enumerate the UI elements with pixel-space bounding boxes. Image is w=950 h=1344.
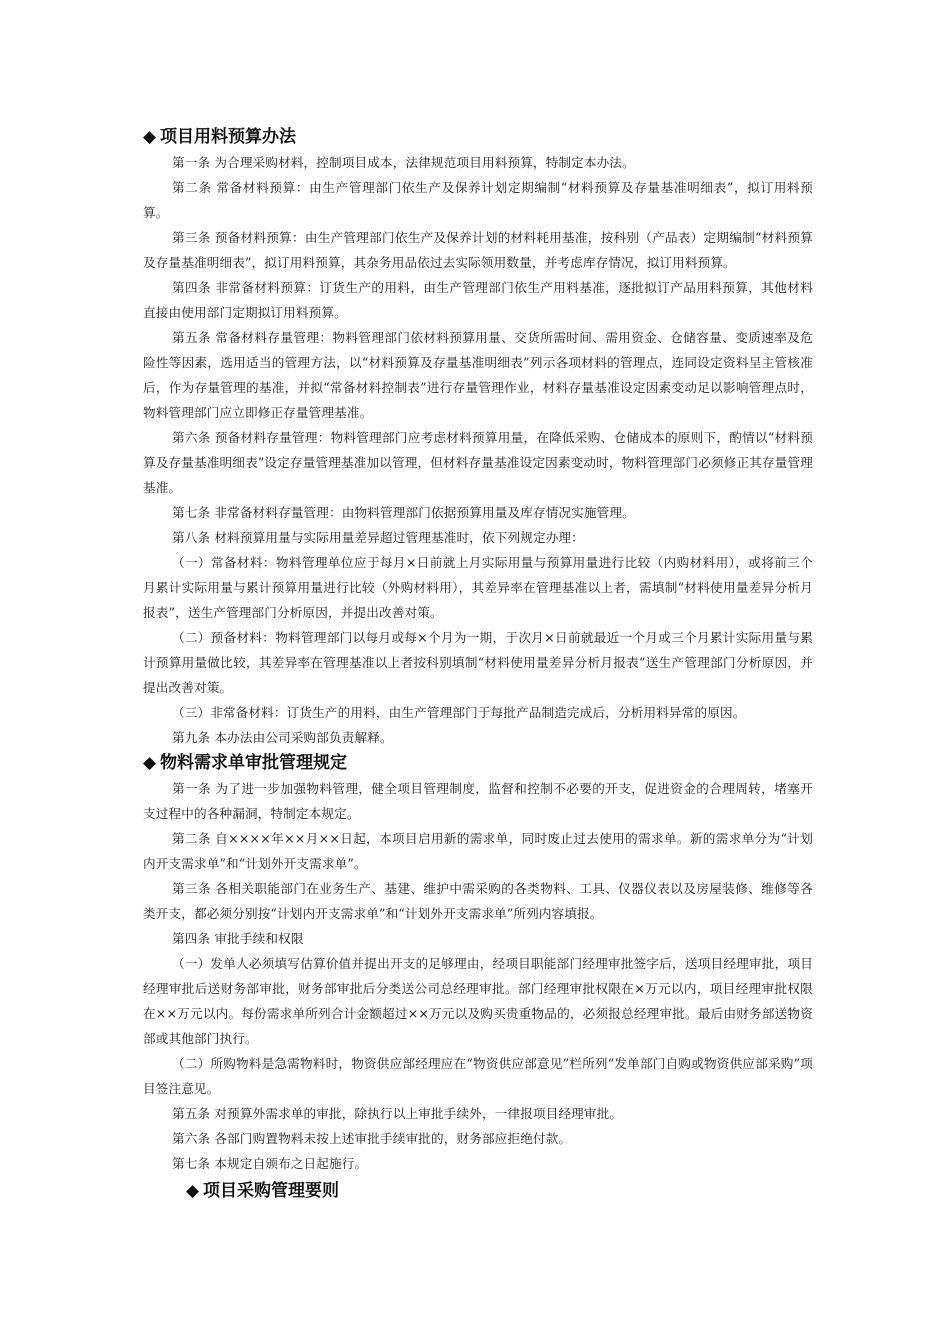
paragraph: 第一条 为了进一步加强物料管理，健全项目管理制度，监督和控制不必要的开支，促进资金的合理周转，堵塞开支过程中的各种漏洞，特制定本规定。: [143, 781, 813, 821]
paragraph: （一）常备材料：物料管理单位应于每月×日前就上月实际用量与预算用量进行比较（内购材料用），或将前三个月累计实际用量与累计预算用量进行比较（外购材料用），其差异率在管理基准以上者，需填制“材料使用量差异分析月报表”，送生产管理部门分析原因，并提出改善对策。: [143, 555, 813, 620]
diamond-bullet-icon: ◆: [186, 1181, 200, 1201]
document-body: [143, 124, 813, 1204]
paragraph: （二）所购物料是急需物料时，物资供应部经理应在“物资供应部意见”栏所列“发单部门自购或物资供应部采购”项目签注意见。: [143, 1056, 813, 1096]
paragraph: 第八条 材料预算用量与实际用量差异超过管理基准时，依下列规定办理：: [171, 530, 584, 545]
paragraph: 第六条 预备材料存量管理：物料管理部门应考虑材料预算用量，在降低采购、仓储成本的原则下，酌情以“材料预算及存量基准明细表”设定存量管理基准加以管理，但材料存量基准设定因素变动时，物料管理部门必须修正其存量管理基准。: [143, 430, 813, 495]
section-title: 项目用料预算办法: [160, 127, 296, 147]
section-heading-2: [143, 750, 813, 776]
section-heading-3: [143, 1178, 813, 1204]
paragraph: 第九条 本办法由公司采购部负责解释。: [171, 730, 393, 745]
paragraph: 第四条 非常备材料预算：订货生产的用料，由生产管理部门依生产用料基准，逐批拟订产品用料预算，其他材料直接由使用部门定期拟订用料预算。: [143, 280, 813, 320]
paragraph: 第二条 自××××年××月××日起，本项目启用新的需求单，同时废止过去使用的需求单。新的需求单分为“计划内开支需求单”和“计划外开支需求单”。: [143, 831, 813, 871]
paragraph: （一）发单人必须填写估算价值并提出开支的足够理由，经项目职能部门经理审批签字后，送项目经理审批，项目经理审批后送财务部审批，财务部审批后分类送公司总经理审批。部门经理审批权限在×万元以内，项目经理审批权限在××万元以内。每份需求单所列合计金额超过××万元以及购买贵重物品的，必须报总经理审批。最后由财务部送物资部或其他部门执行。: [143, 956, 813, 1046]
paragraph: 第三条 各相关职能部门在业务生产、基建、维护中需采购的各类物料、工具、仪器仪表以及房屋装修、维修等各类开支，都必须分别按“计划内开支需求单”和“计划外开支需求单”所列内容填报。: [143, 881, 813, 921]
paragraph: 第四条 审批手续和权限: [171, 931, 304, 946]
paragraph: 第三条 预备材料预算：由生产管理部门依生产及保养计划的材料耗用基准，按科别（产品表）定期编制“材料预算及存量基准明细表”，拟订用料预算，其杂务用品依过去实际领用数量，并考虑库存情况，拟订用料预算。: [143, 230, 813, 270]
paragraph: 第一条 为合理采购材料，控制项目成本，法律规范项目用料预算，特制定本办法。: [171, 155, 635, 170]
diamond-bullet-icon: ◆: [143, 753, 157, 773]
section-title: 物料需求单审批管理规定: [160, 753, 347, 773]
paragraph: 第五条 对预算外需求单的审批，除执行以上审批手续外，一律报项目经理审批。: [171, 1106, 623, 1121]
paragraph: 第五条 常备材料存量管理：物料管理部门依材料预算用量、交货所需时间、需用资金、仓储容量、变质速率及危险性等因素，选用适当的管理方法，以“材料预算及存量基准明细表”列示各项材料的管理点，连同设定资料呈主管核准后，作为存量管理的基准，并拟“常备材料控制表”进行存量管理作业，材料存量基准设定因素变动足以影响管理点时，物料管理部门应立即修正存量管理基准。: [143, 330, 813, 420]
section-heading-1: [143, 124, 813, 150]
paragraph: （二）预备材料：物料管理部门以每月或每×个月为一期，于次月×日前就最近一个月或三个月累计实际用量与累计预算用量做比较，其差异率在管理基准以上者按科别填制“材料使用量差异分析月报表”送生产管理部门分析原因，并提出改善对策。: [143, 630, 813, 695]
paragraph: （三）非常备材料：订货生产的用料，由生产管理部门于每批产品制造完成后，分析用料异常的原因。: [171, 705, 746, 720]
paragraph: 第七条 非常备材料存量管理：由物料管理部门依据预算用量及库存情况实施管理。: [171, 505, 635, 520]
paragraph: 第二条 常备材料预算：由生产管理部门依生产及保养计划定期编制“材料预算及存量基准明细表”，拟订用料预算。: [143, 180, 813, 220]
section-title: 项目采购管理要则: [203, 1181, 339, 1201]
diamond-bullet-icon: ◆: [143, 127, 157, 147]
paragraph: 第六条 各部门购置物料未按上述审批手续审批的，财务部应拒绝付款。: [171, 1131, 572, 1146]
paragraph: 第七条 本规定自颁布之日起施行。: [171, 1156, 368, 1171]
